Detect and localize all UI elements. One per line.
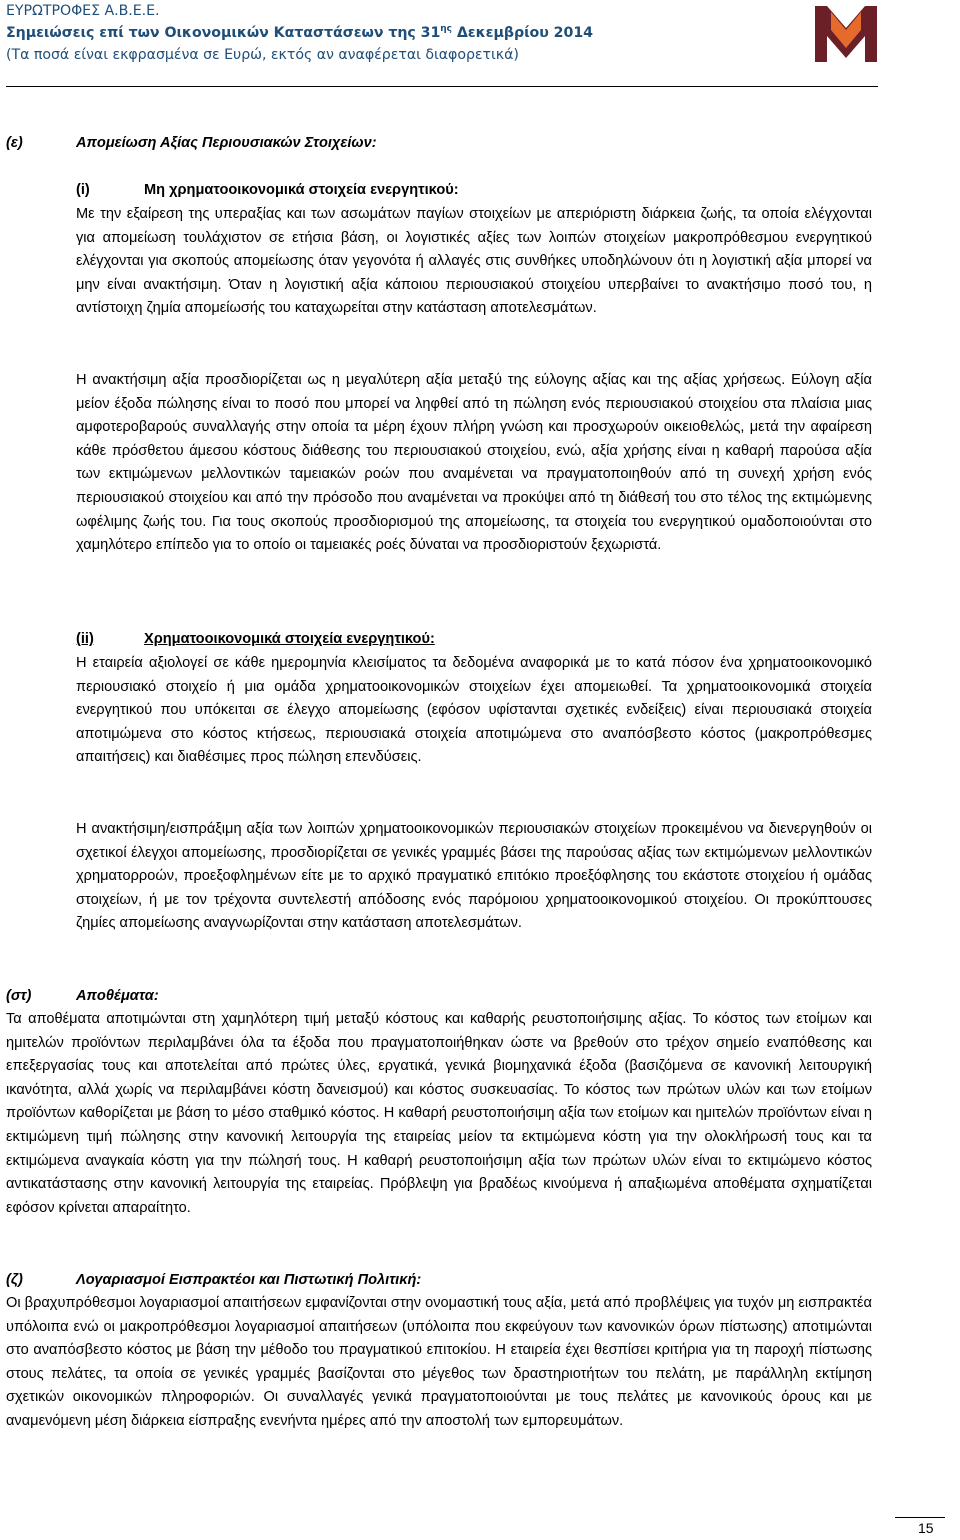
section-e-i-paragraph-1: Με την εξαίρεση της υπεραξίας και των ασωμάτων παγίων στοιχείων με απεριόριστη διάρκεια ζωής, τα οποία ελέγχονται για απομείωση τουλάχιστον σε ετήσια βάση, οι λογιστικές αξίες των λοιπών στοιχείων μακροπρόθεσμου ενεργητικού ελέγχονται για σκοπούς απομείωσης όταν γεγονότα ή αλλαγές στις συνθήκες υποδηλώνουν ότι η λογιστική αξία μπορεί να μην είναι ανακτήσιμη. Όταν η λογιστική αξία κάποιου περιουσιακού στοιχείου υπερβαίνει το ανακτήσιμο ποσό του, η αντίστοιχη ζημία απομείωσής του καταχωρείται στην κατάσταση αποτελεσμάτων. [76, 206, 872, 317]
section-e-ii-paragraph-2: Η ανακτήσιμη/εισπράξιμη αξία των λοιπών χρηματοοικονομικών περιουσιακών στοιχείων προκειμένου να διενεργηθούν οι σχετικοί έλεγχοι απομείωσης, προσδιορίζεται σε γενικές γραμμές βάσει της παρούσας αξίας των εκτιμώμενων μελλοντικών χρηματορροών, προεξοφλημένων είτε με το αρχικό πραγματικό επιτόκιο προεξόφλησης του εκάστοτε στοιχείου ή ομάδας στοιχείων, ή με τον τρέχοντα συντελεστή απόδοσης ενός παρόμοιου χρηματοοικονομικού στοιχείου. Οι προκύπτουσες ζημίες απομείωσης αναγνωρίζονται στην κατάσταση αποτελεσμάτων. [76, 821, 872, 932]
subsection-ii-title: Χρηματοοικονομικά στοιχεία ενεργητικού: [144, 631, 435, 647]
section-e-ii-paragraph-1: Η εταιρεία αξιολογεί σε κάθε ημερομηνία κλεισίματος τα δεδομένα αναφορικά με το κατά πόσον ένα χρηματοοικονομικό περιουσιακό στοιχείο ή μια ομάδα χρηματοοικονομικών στοιχείων έχει απομειωθεί. Τα χρηματοοικονομικά στοιχεία ενεργητικού που υπόκειται σε έλεγχο απομείωσης (εφόσον υφίστανται σχετικές ενδείξεις) είναι περιουσιακά στοιχεία αποτιμώμενα στο κόστος κτήσεως, περιουσιακά στοιχεία αποτιμώμενα στο αναπόσβεστο κόστος (μακροπρόθεσμες απαιτήσεις) και διαθέσιμες προς πώληση επενδύσεις. [76, 655, 872, 766]
section-z-label: (ζ) [6, 1272, 23, 1288]
section-st-label: (στ) [6, 988, 32, 1004]
page-header [6, 0, 806, 66]
notes-title [6, 22, 806, 44]
footer-divider [895, 1517, 945, 1518]
notes-title-sup: ης [440, 24, 452, 34]
header-divider [6, 86, 878, 87]
currency-note: (Τα ποσά είναι εκφρασμένα σε Ευρώ, εκτός αν αναφέρεται διαφορετικά) [6, 47, 519, 63]
section-e-i-paragraph-2: Η ανακτήσιμη αξία προσδιορίζεται ως η μεγαλύτερη αξία μεταξύ της εύλογης αξίας και της αξίας χρήσεως. Εύλογη αξία μείον έξοδα πώλησης είναι το ποσό που μπορεί να ληφθεί από τη πώληση ενός περιουσιακού στοιχείου στα πλαίσια μιας αμφοτεροβαρούς συναλλαγής στην οποία τα μέρη έχουν πλήρη γνώση και προσχωρούν οικειοθελώς, μετά την αφαίρεση κάθε πρόσθετου άμεσου κόστους διάθεσης του περιουσιακού στοιχείου, ενώ, αξία χρήσης είναι η καθαρή παρούσα αξία των εκτιμώμενων μελλοντικών ταμειακών ροών που αναμένεται να πραγματοποιηθούν από τη συνεχή χρήση ενός περιουσιακού στοιχείου και από την πρόσοδο που αναμένεται να προκύψει από τη διάθεσή του στο τέλος της εκτιμώμενης ωφέλιμης ζωής του. Για τους σκοπούς προσδιορισμού της απομείωσης, τα στοιχεία του ενεργητικού ομαδοποιούνται στο χαμηλότερο επίπεδο για το οποίο οι ταμειακές ροές δύναται να προσδιοριστούν ξεχωριστά. [76, 372, 872, 554]
company-name: ΕΥΡΩΤΡΟΦΕΣ Α.Β.Ε.Ε. [6, 3, 160, 19]
notes-title-end: Δεκεμβρίου 2014 [451, 25, 593, 41]
section-z-paragraph: Οι βραχυπρόθεσμοι λογαριασμοί απαιτήσεων εμφανίζονται στην ονομαστική τους αξία, μετά από προβλέψεις για τυχόν μη εισπρακτέα υπόλοιπα ενώ οι μακροπρόθεσμοι λογαριασμοί απαιτήσεων (υπόλοιπα που εκφεύγουν των κανονικών όρων πίστωσης) αποτιμώνται στο αναπόσβεστο κόστος με βάση την μέθοδο του πραγματικού επιτοκίου. Η εταιρεία έχει θεσπίσει κριτήρια για τη παροχή πίστωσης στους πελάτες, τα οποία σε γενικές γραμμές βασίζονται στο μέγεθος των δραστηριοτήτων του πελάτη, με παράλληλη εκτίμηση σχετικών οικονομικών πληροφοριών. Οι συναλλαγές γενικά πραγματοποιούνται με τους πελάτες με κανονικούς όρους και με αναμενόμενη μέση διάρκεια είσπραξης ενενήντα ημέρες από την αποστολή των εμπορευμάτων. [6, 1295, 872, 1429]
page-number: 15 [918, 1520, 934, 1536]
section-z-title: Λογαριασμοί Εισπρακτέοι και Πιστωτική Πολιτική: [76, 1272, 422, 1288]
subsection-i-title: Μη χρηματοοικονομικά στοιχεία ενεργητικού: [144, 182, 459, 198]
section-e-label: (ε) [6, 135, 23, 151]
subsection-i-label: (i) [76, 182, 90, 198]
section-st-title: Αποθέματα: [76, 988, 159, 1004]
section-e-title: Απομείωση Αξίας Περιουσιακών Στοιχείων: [76, 135, 377, 151]
company-logo-icon [815, 6, 877, 62]
notes-title-main: Σημειώσεις επί των Οικονομικών Καταστάσεων της 31 [6, 25, 441, 41]
section-st-paragraph: Τα αποθέματα αποτιμώνται στη χαμηλότερη τιμή μεταξύ κόστους και καθαρής ρευστοποιήσιμης αξίας. Το κόστος των ετοίμων και ημιτελών προϊόντων περιλαμβάνει όλα τα έξοδα που πραγματοποιήθηκαν ώστε να βρεθούν στο τρέχον σημείο εναπόθεσης και επεξεργασίας τους και αποτελείται από πρώτες ύλες, εργατικά, γενικά βιομηχανικά έξοδα (βασιζόμενα σε κανονική λειτουργική ικανότητα, αλλά χωρίς να περιλαμβάνει κόστη δανεισμού) και κόστος συσκευασίας. Το κόστος των πρώτων υλών και των ετοίμων προϊόντων καθορίζεται με βάση το μέσο σταθμικό κόστος. Η καθαρή ρευστοποιήσιμη αξία των ετοίμων και ημιτελών προϊόντων είναι η εκτιμώμενη τιμή πώλησης στην κανονική λειτουργία της εταιρείας μείον τα εκτιμώμενα κόστη για την ολοκλήρωσή τους και τα εκτιμώμενα αναγκαία κόστη για την πώλησή τους. Η καθαρή ρευστοποιήσιμη αξία των πρώτων υλών είναι το εκτιμώμενο κόστος αντικατάστασης στην κανονική λειτουργία της εταιρείας. Πρόβλεψη για βραδέως κινούμενα ή απαξιωμένα αποθέματα σχηματίζεται εφόσον κρίνεται απαραίτητο. [6, 1011, 872, 1216]
subsection-ii-label: (ii) [76, 631, 94, 647]
